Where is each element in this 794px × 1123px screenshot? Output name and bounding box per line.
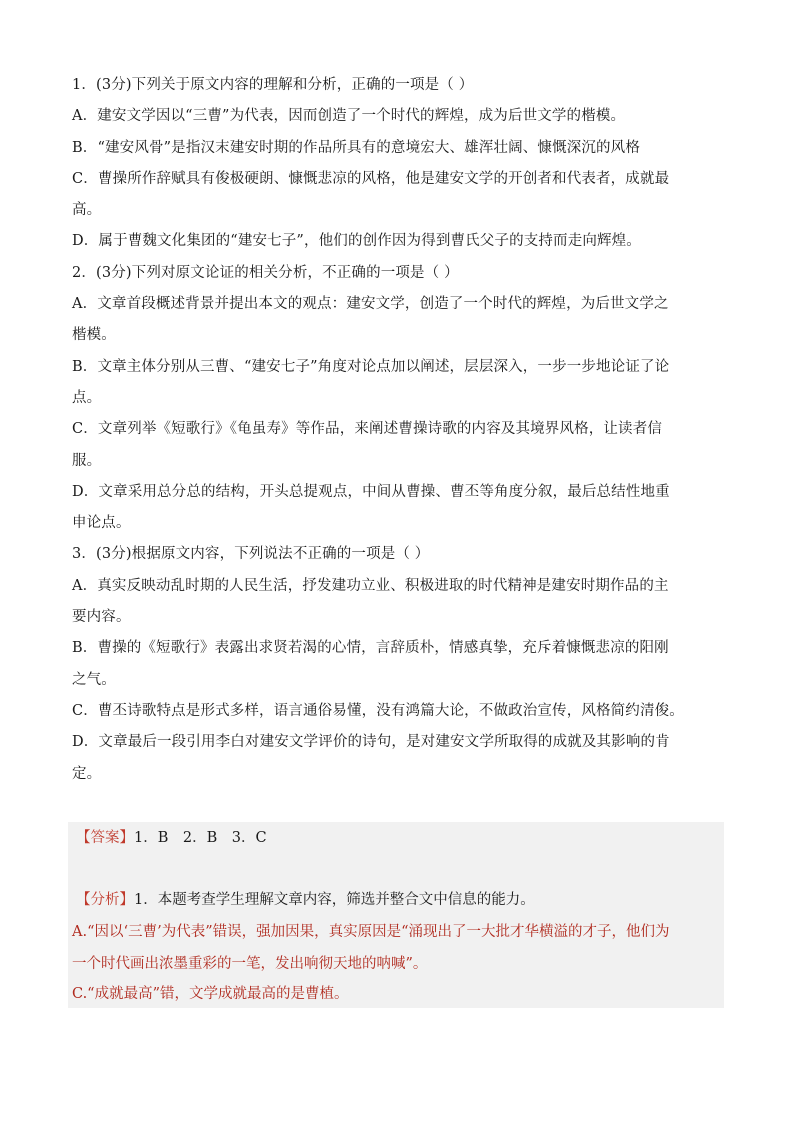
- q1-option-b: B．“建安风骨”是指汉末建安时期的作品所具有的意境宏大、雄浑壮阔、慷慨深沉的风格: [72, 139, 640, 156]
- q2-option-c-cont: 服。: [72, 452, 102, 469]
- q2-option-d-cont: 申论点。: [72, 515, 131, 532]
- q1-option-d: D．属于曹魏文化集团的“建安七子”，他们的创作因为得到曹氏父子的支持而走向辉煌。: [72, 233, 641, 250]
- q3-option-d-cont: 定。: [72, 765, 102, 782]
- answer-text: 1．B 2．B 3．C: [134, 830, 267, 846]
- q3-option-a: A．真实反映动乱时期的人民生活，抒发建功立业、积极进取的时代精神是建安时期作品的主: [72, 577, 669, 594]
- q3-option-b: B．曹操的《短歌行》表露出求贤若渴的心情，言辞质朴，情感真挚，充斥着慷慨悲凉的阳刚: [72, 640, 669, 657]
- q3-option-b-cont: 之气。: [72, 671, 116, 688]
- q2-option-b-cont: 点。: [72, 389, 102, 406]
- q2-option-a-cont: 楷模。: [72, 327, 116, 344]
- q1-option-c: C．曹操所作辞赋具有俊极硬朗、慷慨悲凉的风格，他是建安文学的开创者和代表者，成就最: [72, 170, 670, 187]
- question-section: [72, 70, 724, 790]
- q1-option-a: A．建安文学因以“三曹”为代表，因而创造了一个时代的辉煌，成为后世文学的楷模。: [72, 108, 626, 125]
- analysis-label: 【分析】: [76, 892, 134, 908]
- analysis-line-a-cont: 一个时代画出浓墨重彩的一笔，发出响彻天地的呐喊”。: [72, 956, 428, 972]
- analysis-row: [76, 890, 535, 910]
- q2-option-a: A．文章首段概述背景并提出本文的观点：建安文学，创造了一个时代的辉煌，为后世文学之: [72, 296, 669, 313]
- answer-label: 【答案】: [76, 830, 134, 846]
- q2-option-d: D．文章采用总分总的结构，开头总提观点，中间从曹操、曹丕等角度分叙，最后总结性地重: [72, 483, 670, 500]
- answer-analysis-box: [68, 822, 724, 1008]
- question-2-stem: 2．(3分)下列对原文论证的相关分析，不正确的一项是（ ）: [72, 264, 459, 281]
- question-3-stem: 3．(3分)根据原文内容，下列说法不正确的一项是（ ）: [72, 546, 430, 563]
- analysis-line-a: A.“因以‘三曹’为代表”错误，强加因果，真实原因是“涌现出了一大批才华横溢的才子，他们为: [72, 924, 670, 940]
- question-1-stem: 1．(3分)下列关于原文内容的理解和分析，正确的一项是（ ）: [72, 77, 474, 93]
- analysis-intro: 1．本题考查学生理解文章内容，筛选并整合文中信息的能力。: [134, 892, 535, 908]
- q3-option-c: C．曹丕诗歌特点是形式多样，语言通俗易懂，没有鸿篇大论，不做政治宣传，风格简约清俊。: [72, 702, 684, 719]
- answer-row: [76, 828, 267, 848]
- q1-option-c-cont: 高。: [72, 202, 102, 219]
- q2-option-b: B．文章主体分别从三曹、“建安七子”角度对论点加以阐述，层层深入，一步一步地论证了论: [72, 358, 670, 375]
- q3-option-a-cont: 要内容。: [72, 609, 131, 626]
- q2-option-c: C．文章列举《短歌行》《龟虽寿》等作品，来阐述曹操诗歌的内容及其境界风格，让读者信: [72, 421, 662, 438]
- analysis-line-c: C.“成就最高”错，文学成就最高的是曹植。: [72, 986, 349, 1002]
- q3-option-d: D．文章最后一段引用李白对建安文学评价的诗句，是对建安文学所取得的成就及其影响的肯: [72, 734, 670, 751]
